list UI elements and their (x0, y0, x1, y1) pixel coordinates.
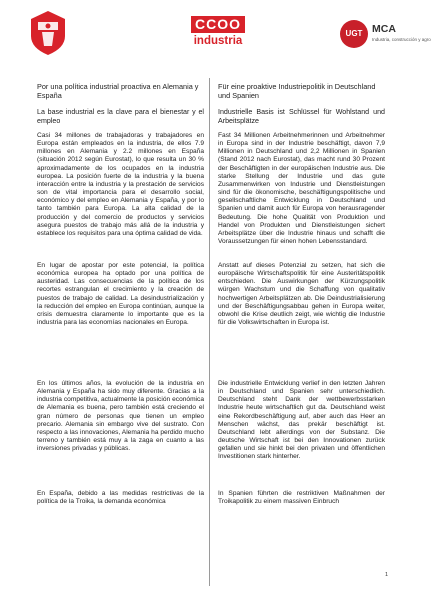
ccoo-industria-logo (191, 16, 245, 52)
spanish-paragraph-4: En España, debido a las medidas restrictivas de la política de la Troika, la demanda económica (37, 490, 204, 506)
ugt-mca-logo (340, 20, 431, 50)
german-paragraph-1: Fast 34 Millionen Arbeitnehmerinnen und Arbeitnehmer in Europa sind in der Industrie beschäftigt, davon 7,9 Millionen in Deutschland und 2,2 Millionen in Spanien (Stand 2012 nach Eurostat), das macht rund 30 Prozent der Beschäftigten in der europäischen Industrie aus. Die starke Stellung der Industrie und das gute Zusammenwirken von Industrie und Dienstleistungen sind für die ökonomische, beschäftigungspolitische und gesellschaftliche Entwicklung in Deutschland und Spanien und damit auch für Europa von herausragender Bedeutung. Die hohe Qualität von Produktion und Handel von Produkten und Dienstleistungen sichert Arbeitsplätze über die Industrie hinaus und schafft die Voraussetzungen für einen hohen Lebensstandard. (218, 132, 385, 246)
column-divider (209, 78, 210, 586)
ccoo-logo-text: CCOO (191, 16, 245, 33)
ig-metall-logo (30, 10, 66, 56)
german-paragraph-2: Anstatt auf dieses Potenzial zu setzen, hat sich die europäische Wirtschaftspolitik für eine Austeritätspolitik entschieden. Die Auswirkungen der Kürzungspolitik würgen Wachstum und die Schaffung von qualitativ hochwertigen Arbeitsplätzen ab. Die Deindustrialisierung und der Beschäftigungsabbau gehen in Europa weiter, obwohl die Krise deutlich zeigt, wie wichtig die Industrie für die Volkswirtschaften in Europa ist. (218, 262, 385, 327)
mca-logo-text: MCA (372, 23, 396, 35)
german-paragraph-3: Die industrielle Entwicklung verlief in den letzten Jahren in Deutschland und Spanien sehr unterschiedlich. Deutschland steht Dank der wettbewerbsstarken Industrie heute wirtschaftlich gut da. Deutschland weist eine Rekordbeschäftigung auf, aber auch das Heer an Menschen wächst, das prekär beschäftigt ist. Deutschland lebt allerdings von der Substanz. Die deutsche Wirtschaft ist bei den Innovationen zurück gefallen und sie hinkt bei den privaten und öffentlichen Investitionen stark hinterher. (218, 380, 385, 461)
ugt-logo-mark: UGT (340, 20, 368, 48)
spanish-paragraph-3: En los últimos años, la evolución de la industria en Alemania y España ha sido muy diferente. Gracias a la industria competitiva, actualmente la posición económica de Alemania es buena, pero también está creciendo el gran número de personas que tienen un empleo precario. Alemania sin embargo vive del sustrato. Con respecto a las innovaciones, Alemania ha perdido mucho terreno y también está muy a la zaga en cuanto a las inversiones privadas y públicas. (37, 380, 204, 453)
german-title: Für eine proaktive Industriepolitik in Deutschland und Spanien (218, 82, 376, 100)
spanish-column (37, 82, 204, 506)
spanish-lead: La base industrial es la clave para el bienestar y el empleo (37, 108, 204, 125)
german-paragraph-4: In Spanien führten die restriktiven Maßnahmen der Troikapolitik zu einem massiven Einbruch (218, 490, 385, 506)
industria-logo-text: industria (193, 35, 243, 47)
spanish-paragraph-2: En lugar de apostar por este potencial, la política económica europea ha optado por una política de austeridad. Las consecuencias de la política de los recortes estrangulan el crecimiento y la creación de puestos de trabajo de calidad. La desindustrialización y la reducción del empleo en Europa continúan, aunque la crisis demuestra claramente lo importante que es la industria para las economías nacionales en Europa. (37, 262, 204, 327)
spanish-title: Por una política industrial proactiva en Alemania y España (37, 82, 199, 100)
page-number: 1 (385, 572, 389, 578)
mca-logo-subtitle: Industria, construcción y agro (372, 37, 431, 42)
german-column (218, 82, 385, 506)
spanish-paragraph-1: Casi 34 millones de trabajadoras y trabajadores en Europa están empleados en la industria, de ellos 7.9 millones en Alemania y 2.2 millones en España (situación 2012 según Eurostat), lo que resulta un 30 % aproximadamente de los ocupados en la industria europea. La posición fuerte de la industria y la buena interacción entre la industria y la prestación de servicios son de vital importancia para el desarrollo social, económico y del empleo en Alemania y España, y por lo tanto también para Europa. La alta calidad de la producción y del comercio de productos y servicios asegura puestos de trabajo más allá de la industria y establece los requisitos para una óptima calidad de vida. (37, 132, 204, 237)
german-lead: Industrielle Basis ist Schlüssel für Wohlstand und Arbeitsplätze (218, 108, 385, 125)
